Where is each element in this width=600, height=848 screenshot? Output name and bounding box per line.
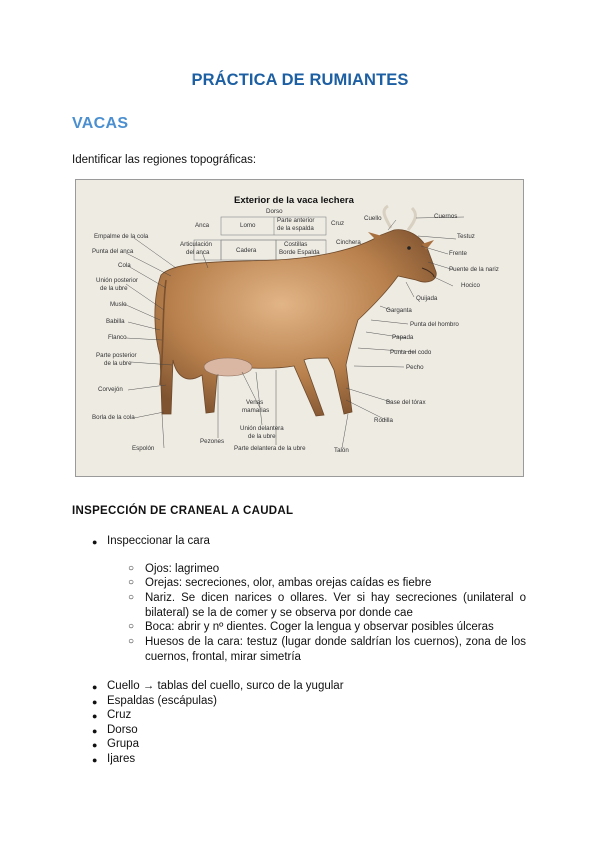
- label-cadera: Cadera: [236, 247, 257, 254]
- bullet-icon: ●: [92, 682, 98, 692]
- list-item: ● Espaldas (escápulas): [92, 694, 202, 709]
- bullet-icon: ●: [92, 755, 98, 765]
- bullet-icon: ●: [92, 740, 98, 750]
- cow-diagram-figure: [75, 179, 524, 477]
- label-lomo: Lomo: [240, 222, 256, 229]
- label-parte-delantera-ubre: Parte delantera de la ubre: [234, 445, 306, 452]
- list-item: ● Grupa: [92, 737, 124, 752]
- label-venas-mamarias: Venas: [246, 399, 264, 406]
- label-cola: Cola: [118, 262, 131, 269]
- label-flanco: Flanco: [108, 334, 127, 341]
- sub-list-item: ○ Huesos de la cara: testuz (lugar donde saldrían los cuernos), zona de los cuernos, frontal, mirar simetría: [128, 636, 526, 663]
- page-title: PRÁCTICA DE RUMIANTES: [191, 71, 409, 89]
- label-quijada: Quijada: [416, 295, 438, 302]
- label-corvejon: Corvejón: [98, 386, 123, 393]
- sub-list-item: ○ Boca: abrir y nº dientes. Coger la lengua y observar posibles úlceras: [128, 621, 494, 633]
- label-muslo: Muslo: [110, 301, 127, 308]
- list-item: ● Inspeccionar la cara: [92, 534, 195, 549]
- section-heading: VACAS: [72, 115, 129, 132]
- label-espolon: Espolón: [132, 445, 155, 452]
- label-borla-cola: Borla de la cola: [92, 414, 135, 421]
- label-punta-anca: Punta del anca: [92, 248, 134, 255]
- label-punta-hombro: Punta del hombro: [410, 321, 459, 328]
- label-frente: Frente: [449, 250, 467, 257]
- circle-bullet-icon: ○: [128, 592, 135, 603]
- bullet-icon: ●: [92, 726, 98, 736]
- label-parte-anterior-espalda: Parte anterior: [277, 217, 315, 224]
- label-pecho: Pecho: [406, 364, 424, 371]
- label-borde-espalda: Borde Espalda: [279, 249, 320, 256]
- circle-bullet-icon: ○: [128, 621, 135, 632]
- label-hocico: Hocico: [461, 282, 480, 289]
- list-item: ● Cruz: [92, 708, 116, 723]
- label-papada: Papada: [392, 334, 414, 341]
- bullet-icon: ●: [92, 711, 98, 721]
- circle-bullet-icon: ○: [128, 636, 135, 647]
- label-costillas: Costillas: [284, 241, 308, 248]
- circle-bullet-icon: ○: [128, 577, 135, 588]
- label-union-posterior-ubre: Unión posterior: [96, 277, 138, 284]
- label-articulacion-anca-2: del anca: [186, 249, 210, 256]
- label-parte-anterior-espalda-2: de la espalda: [277, 225, 314, 232]
- sub-list-item: ○ Ojos: lagrimeo: [128, 563, 220, 575]
- circle-bullet-icon: ○: [128, 563, 135, 574]
- label-punta-codo: Punta del codo: [390, 349, 432, 356]
- sub-list-item: ○ Nariz. Se dicen narices o ollares. Ver si hay secreciones (unilateral o bilateral) se la de comer y se observa por donde cae: [128, 592, 526, 619]
- label-puente-nariz: Puente de la nariz: [449, 266, 499, 273]
- label-union-delantera-ubre-2: de la ubre: [248, 433, 276, 440]
- label-venas-mamarias-2: mamarias: [242, 407, 270, 414]
- label-anca: Anca: [195, 222, 210, 229]
- label-cuernos: Cuernos: [434, 213, 458, 220]
- list-item: ● Cuello → tablas del cuello, surco de la yugular: [92, 679, 329, 694]
- label-empalme-cola: Empalme de la cola: [94, 233, 149, 240]
- bullet-icon: ●: [92, 697, 98, 707]
- label-cruz: Cruz: [331, 220, 345, 227]
- label-dorso: Dorso: [266, 208, 283, 215]
- label-cinchera: Cinchera: [336, 239, 361, 246]
- figure-title: Exterior de la vaca lechera: [234, 195, 354, 206]
- list-item: ● Dorso: [92, 723, 123, 738]
- cow-diagram: [76, 180, 523, 476]
- label-talon: Talón: [334, 447, 349, 454]
- label-union-posterior-ubre-2: de la ubre: [100, 285, 128, 292]
- label-babilla: Babilla: [106, 318, 125, 325]
- label-parte-posterior-ubre: Parte posterior: [96, 352, 137, 359]
- sub-list-item: ○ Orejas: secreciones, olor, ambas orejas caídas es fiebre: [128, 577, 432, 589]
- label-base-torax: Base del tórax: [386, 399, 426, 406]
- label-pezones: Pezones: [200, 438, 225, 445]
- label-garganta: Garganta: [386, 307, 412, 314]
- list-item: ● Ijares: [92, 752, 120, 767]
- label-union-delantera-ubre: Unión delantera: [240, 425, 284, 432]
- label-parte-posterior-ubre-2: de la ubre: [104, 360, 132, 367]
- bullet-icon: ●: [92, 537, 98, 547]
- label-cuello: Cuello: [364, 215, 382, 222]
- intro-text: Identificar las regiones topográficas:: [72, 154, 257, 166]
- label-testuz: Testuz: [457, 233, 475, 240]
- label-rodilla: Rodilla: [374, 417, 393, 424]
- inspection-heading: INSPECCIÓN DE CRANEAL A CAUDAL: [72, 505, 294, 517]
- label-articulacion-anca: Articulación: [180, 241, 212, 248]
